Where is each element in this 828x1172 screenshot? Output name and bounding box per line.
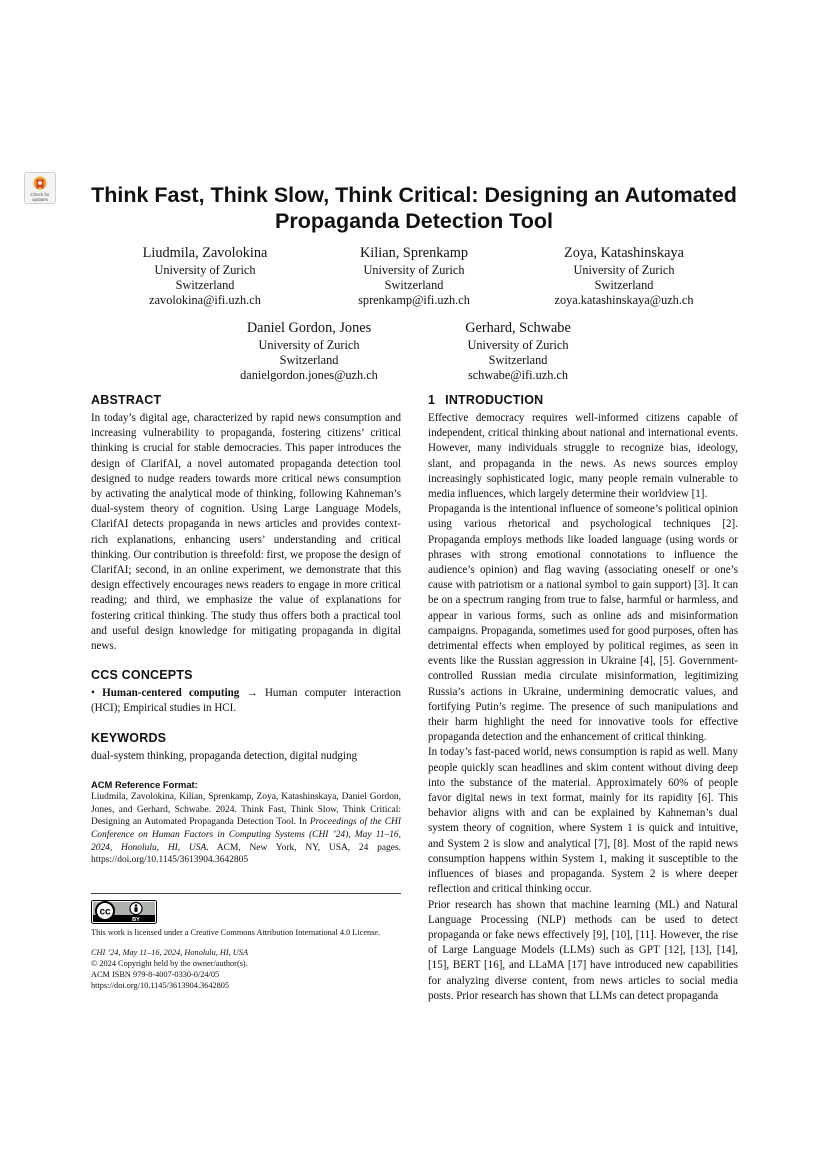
section-title: INTRODUCTION	[445, 393, 544, 407]
author-block	[408, 320, 628, 384]
acm-reference-heading: ACM Reference Format:	[91, 778, 198, 790]
keywords-text: dual-system thinking, propaganda detection, digital nudging	[91, 749, 357, 762]
intro-paragraph: Propaganda is the intentional influence of someone’s political opinion using various rhetorical and psychological techniques [2]. Propaganda employs methods like loaded language (using words or phrases with strong emotional connotations to influence the audience’s opinion) and flag waving (associating oneself or one’s cause with patriotism or a national symbol to gain support) [3]. It can be on a spectrum ranging from true to false, harmful or harmless, and appear in various forms, such as online ads and misinformation campaigns. Propaganda, sometimes used for good purposes, often has detrimental effects when employed by political regimes, as seen in events like the Russian aggression in Ukraine [4], [5]. Government-controlled Russian media circulate misinformation, legitimizing Russia’s actions in Ukraine, undermining democratic values, and fortifying Putin’s regime. The presence of such manipulations and their harm highlight the need for innovative tools for effective propaganda detection and the enhancement of critical thinking.	[428, 503, 738, 744]
acm-reference	[91, 778, 401, 867]
ccs-bullet: •	[91, 687, 95, 700]
author-name: Zoya, Katashinskaya	[564, 245, 684, 261]
author-name: Gerhard, Schwabe	[465, 320, 571, 336]
author-country: Switzerland	[488, 353, 548, 368]
author-block	[199, 320, 419, 384]
author-name: Liudmila, Zavolokina	[142, 245, 268, 261]
paper-title: Think Fast, Think Slow, Think Critical: Designing an Automated Propaganda Detection Tool	[91, 183, 737, 233]
arrow-icon: →	[246, 687, 258, 700]
acm-reference-text	[91, 791, 401, 867]
ccs-section	[91, 668, 401, 716]
author-name: Daniel Gordon, Jones	[246, 320, 372, 336]
intro-paragraph: In today’s fast-paced world, news consumption is rapid as well. Many people quickly scan headlines and skim content without diving deep into the substance of the material. Approximately 60% of people favor digital news in text format, mainly for its rapidity [6]. This behavior aligns with and can be explained by Kahneman’s dual system theory of cognition, where System 1 is quick and intuitive, and System 2 is slow and analytical [7], [8]. Most of the rapid news consumption happens within System 1, making it susceptible to the influences of biases and propaganda. System 2 is where deeper reflection and critical thinking occur.	[428, 746, 738, 896]
bookmark-icon	[32, 176, 48, 192]
license-text: This work is licensed under a Creative Commons Attribution International 4.0 License.	[91, 928, 381, 937]
abstract-text: In today’s digital age, characterized by rapid news consumption and increasing vulnerability to propaganda, fostering citizens’ critical thinking is crucial for stable democracies. This paper introduces the design of ClarifAI, a novel automated propaganda detection tool designed to nudge readers towards more critical news consumption by activating the analytical mode of thinking, following Kahneman’s dual-system theory of cognition. Using Large Language Models, ClarifAI detects propaganda in news articles and provides context-rich explanations, enhancing users’ understanding and critical thinking. Our contribution is threefold: first, we propose the design of ClarifAI; second, in an online experiment, we demonstrate that this design effectively encourages news readers to engage in more critical reading; and third, we emphasize the value of explanations for fostering critical thinking. The study thus offers both a practical tool and useful design knowledge for mitigating propaganda in digital news.	[91, 412, 401, 653]
author-name: Kilian, Sprenkamp	[359, 245, 468, 261]
badge-label-1: Check for	[30, 192, 50, 197]
author-country: Switzerland	[279, 353, 339, 368]
author-affiliation: University of Zurich	[467, 338, 569, 352]
abstract-section	[91, 393, 401, 654]
doi-link[interactable]: https://doi.org/10.1145/3613904.3642805	[91, 980, 230, 990]
author-block	[95, 245, 315, 309]
acm-reference-venue: Proceedings of the CHI Conference on Human Factors in Computing Systems (CHI ’24), May 11–16, 2024, Honolulu, HI, USA	[91, 817, 401, 853]
cc-text: cc	[99, 906, 111, 918]
author-country: Switzerland	[594, 278, 654, 293]
section-number: 1	[428, 393, 436, 407]
cc-by-license-icon[interactable]	[91, 900, 157, 924]
acm-reference-part1: Liudmila, Zavolokina, Kilian, Sprenkamp, Zoya, Katashinskaya, Daniel Gordon, Jones, and Gerhard, Schwabe. 2024. Think Fast, Think Slow, Think Critical: Designing an Automated Propaganda Detection Tool. In	[91, 791, 401, 828]
intro-paragraph: Prior research has shown that machine learning (ML) and Natural Language Processing (NLP) methods can be used to detect propaganda or fake news effectively [9], [10], [11]. However, the rise of Large Language Models (LLMs) such as GPT [12], [13], [14], [15], BERT [16], and LLaMA [17] have introduced new capabilities for analyzing diverse content, from news articles to social media posts. Prior research has shown that LLMs can detect propaganda	[428, 898, 738, 1002]
conference-line: CHI ’24, May 11–16, 2024, Honolulu, HI, USA	[91, 947, 249, 957]
check-for-updates-badge[interactable]	[24, 172, 56, 204]
keywords-section	[91, 731, 401, 764]
badge-label-2: updates	[31, 197, 48, 202]
ccs-heading: CCS CONCEPTS	[91, 668, 193, 683]
author-block	[514, 245, 734, 309]
author-block	[304, 245, 524, 309]
author-email[interactable]: schwabe@ifi.uzh.ch	[467, 368, 569, 383]
by-text: BY	[132, 917, 140, 923]
author-affiliation: University of Zurich	[154, 263, 256, 277]
right-column	[428, 393, 738, 1004]
author-country: Switzerland	[175, 278, 235, 293]
intro-paragraph: Effective democracy requires well-informed citizens capable of independent, critical thinking about national and international events. However, many individuals struggle to recognize bias, ideology, slant, and propaganda in the news. As news sources employ increasingly sophisticated logic, many people remain vulnerable to media influences, which largely determine their worldview [1].	[428, 412, 738, 501]
abstract-heading: ABSTRACT	[91, 393, 162, 407]
acm-reference-part2: . ACM, New York, NY, USA, 24 pages. https://doi.org/10.1145/3613904.3642805	[91, 842, 401, 866]
author-affiliation: University of Zurich	[258, 338, 360, 352]
ccs-subconcepts: Human computer interaction (HCI); Empirical studies in HCI.	[91, 687, 401, 715]
introduction-heading	[428, 393, 738, 408]
footer-block	[91, 893, 401, 991]
author-email[interactable]: zavolokina@ifi.uzh.ch	[149, 293, 261, 308]
isbn-line: ACM ISBN 979-8-4007-0330-0/24/05	[91, 969, 220, 979]
author-email[interactable]: zoya.katashinskaya@uzh.ch	[554, 293, 694, 308]
author-affiliation: University of Zurich	[363, 263, 465, 277]
author-affiliation: University of Zurich	[573, 263, 675, 277]
author-email[interactable]: sprenkamp@ifi.uzh.ch	[358, 293, 470, 308]
copyright-line: © 2024 Copyright held by the owner/author(s).	[91, 958, 248, 968]
left-column	[91, 393, 401, 867]
ccs-text	[91, 686, 401, 716]
author-country: Switzerland	[384, 278, 444, 293]
ccs-main-concept: Human-centered computing	[102, 687, 240, 700]
author-email[interactable]: danielgordon.jones@uzh.ch	[240, 368, 378, 383]
keywords-heading: KEYWORDS	[91, 730, 167, 745]
publication-info	[91, 947, 401, 991]
